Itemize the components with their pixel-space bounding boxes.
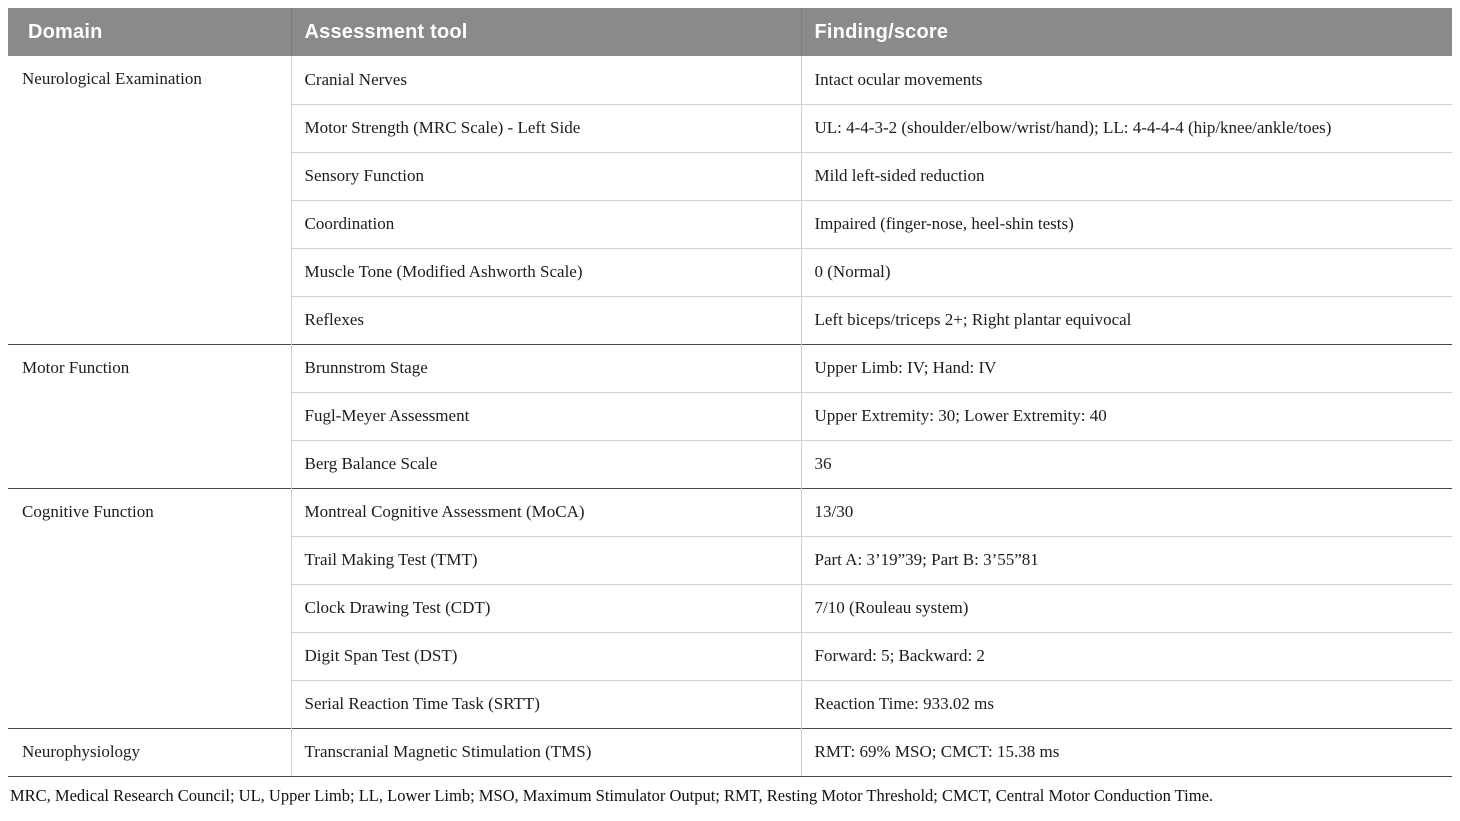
domain-cell: Neurophysiology xyxy=(8,728,291,776)
table-row xyxy=(8,728,1452,776)
domain-cell: Neurological Examination xyxy=(8,56,291,344)
finding-score-cell: Reaction Time: 933.02 ms xyxy=(801,680,1452,728)
finding-score-cell: 13/30 xyxy=(801,488,1452,536)
table-header-row xyxy=(8,8,1452,56)
finding-score-cell: Intact ocular movements xyxy=(801,56,1452,104)
assessment-tool-cell: Fugl-Meyer Assessment xyxy=(291,392,801,440)
assessment-tool-cell: Motor Strength (MRC Scale) - Left Side xyxy=(291,104,801,152)
column-header-finding-score: Finding/score xyxy=(801,8,1452,56)
assessment-tool-cell: Reflexes xyxy=(291,296,801,344)
assessment-tool-cell: Sensory Function xyxy=(291,152,801,200)
domain-cell: Cognitive Function xyxy=(8,488,291,728)
finding-score-cell: Upper Extremity: 30; Lower Extremity: 40 xyxy=(801,392,1452,440)
finding-score-cell: 7/10 (Rouleau system) xyxy=(801,584,1452,632)
assessment-tool-cell: Brunnstrom Stage xyxy=(291,344,801,392)
finding-score-cell: Forward: 5; Backward: 2 xyxy=(801,632,1452,680)
assessment-tool-cell: Trail Making Test (TMT) xyxy=(291,536,801,584)
assessment-table xyxy=(8,8,1452,777)
column-header-domain: Domain xyxy=(8,8,291,56)
finding-score-cell: Upper Limb: IV; Hand: IV xyxy=(801,344,1452,392)
finding-score-cell: 0 (Normal) xyxy=(801,248,1452,296)
table-row xyxy=(8,488,1452,536)
domain-cell: Motor Function xyxy=(8,344,291,488)
table-row xyxy=(8,56,1452,104)
finding-score-cell: UL: 4-4-3-2 (shoulder/elbow/wrist/hand); LL: 4-4-4-4 (hip/knee/ankle/toes) xyxy=(801,104,1452,152)
assessment-tool-cell: Transcranial Magnetic Stimulation (TMS) xyxy=(291,728,801,776)
finding-score-cell: RMT: 69% MSO; CMCT: 15.38 ms xyxy=(801,728,1452,776)
finding-score-cell: Left biceps/triceps 2+; Right plantar equivocal xyxy=(801,296,1452,344)
assessment-tool-cell: Coordination xyxy=(291,200,801,248)
assessment-tool-cell: Serial Reaction Time Task (SRTT) xyxy=(291,680,801,728)
column-header-assessment-tool: Assessment tool xyxy=(291,8,801,56)
assessment-tool-cell: Muscle Tone (Modified Ashworth Scale) xyxy=(291,248,801,296)
finding-score-cell: Mild left-sided reduction xyxy=(801,152,1452,200)
finding-score-cell: 36 xyxy=(801,440,1452,488)
table-body xyxy=(8,56,1452,776)
table-row xyxy=(8,344,1452,392)
assessment-tool-cell: Digit Span Test (DST) xyxy=(291,632,801,680)
table-footnote: MRC, Medical Research Council; UL, Upper Limb; LL, Lower Limb; MSO, Maximum Stimulator Output; RMT, Resting Motor Threshold; CMCT, Central Motor Conduction Time. xyxy=(10,785,1214,805)
finding-score-cell: Part A: 3’19”39; Part B: 3’55”81 xyxy=(801,536,1452,584)
assessment-tool-cell: Clock Drawing Test (CDT) xyxy=(291,584,801,632)
finding-score-cell: Impaired (finger-nose, heel-shin tests) xyxy=(801,200,1452,248)
assessment-tool-cell: Berg Balance Scale xyxy=(291,440,801,488)
assessment-tool-cell: Montreal Cognitive Assessment (MoCA) xyxy=(291,488,801,536)
assessment-tool-cell: Cranial Nerves xyxy=(291,56,801,104)
